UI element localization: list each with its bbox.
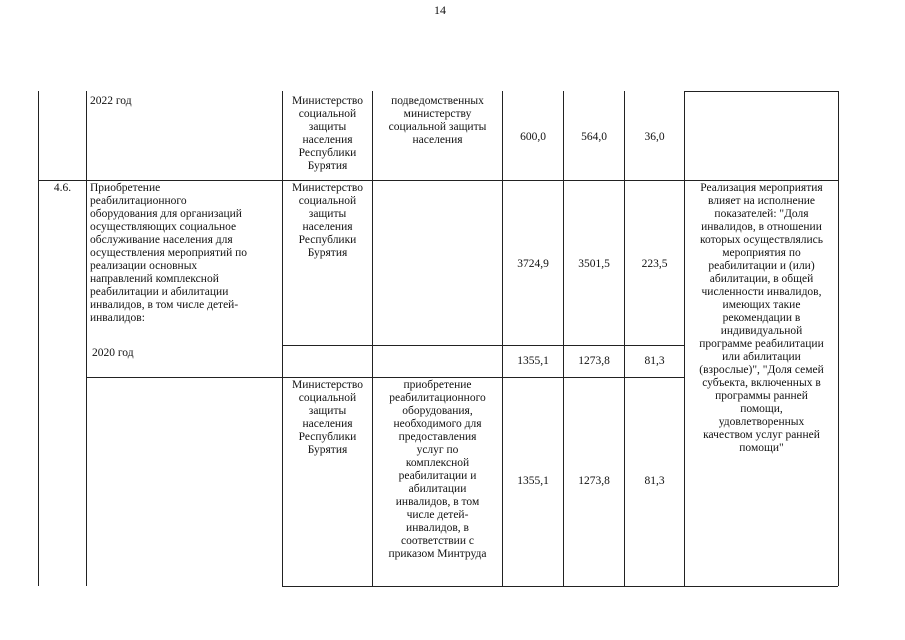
item-number: 4.6. xyxy=(53,182,72,194)
table-rule xyxy=(86,91,87,586)
page-number: 14 xyxy=(434,3,446,17)
year-label-2022: 2022 год xyxy=(90,95,132,107)
regional-4-6: 223,5 xyxy=(641,258,668,270)
table-rule xyxy=(684,180,838,181)
table-rule xyxy=(38,91,39,586)
total-2020-detail: 1355,1 xyxy=(517,475,549,487)
total-2022: 600,0 xyxy=(520,131,546,143)
table-rule xyxy=(838,91,839,586)
regional-2022: 36,0 xyxy=(644,131,665,143)
regional-2020: 81,3 xyxy=(644,355,665,367)
table-rule xyxy=(684,91,838,92)
table-rule xyxy=(282,586,838,587)
federal-4-6: 3501,5 xyxy=(578,258,610,270)
table-rule xyxy=(86,377,684,378)
item-name: Приобретение реабилитационного оборудования для организаций осуществляющих социальное обслуживание населения для осуществления мероприятий по реализации основных направлений комплексной реабилитации и абилитации инвалидов, в том числе детей- инвалидов: xyxy=(90,182,248,324)
regional-2020-detail: 81,3 xyxy=(644,475,665,487)
impact-description: Реализация мероприятия влияет на исполнение показателей: "Доля инвалидов, в отношении которых осуществлялись мероприятия по реабилитации и (или) абилитации, в общей численности инвалидов, имеющих такие рекомендации в индивидуальной программе реабилитации или абилитации (взрослые)", "Доля семей субъекта, включенных в программы ранней помощи, удовлетворенных качеством услуг ранней помощи" xyxy=(699,182,824,454)
table-rule xyxy=(502,91,503,586)
executor-2020-detail: Министерство социальной защиты населения Республики Бурятия xyxy=(292,379,363,456)
total-4-6: 3724,9 xyxy=(517,258,549,270)
recipient-2020-detail: приобретение реабилитационного оборудования, необходимого для предоставления услуг по комплексной реабилитации и абилитации инвалидов, в том числе детей- инвалидов, в соответствии с приказом Минтруда xyxy=(388,379,487,560)
table-rule xyxy=(38,180,684,181)
federal-2022: 564,0 xyxy=(581,131,607,143)
total-2020: 1355,1 xyxy=(517,355,549,367)
year-label-2020: 2020 год xyxy=(92,347,134,359)
table-rule xyxy=(624,91,625,586)
recipient-2022: подведомственных министерству социальной защиты населения xyxy=(388,95,487,146)
federal-2020-detail: 1273,8 xyxy=(578,475,610,487)
federal-2020: 1273,8 xyxy=(578,355,610,367)
table-rule xyxy=(563,91,564,586)
executor-4-6: Министерство социальной защиты населения Республики Бурятия xyxy=(292,182,363,259)
executor-2022: Министерство социальной защиты населения Республики Бурятия xyxy=(292,95,363,172)
